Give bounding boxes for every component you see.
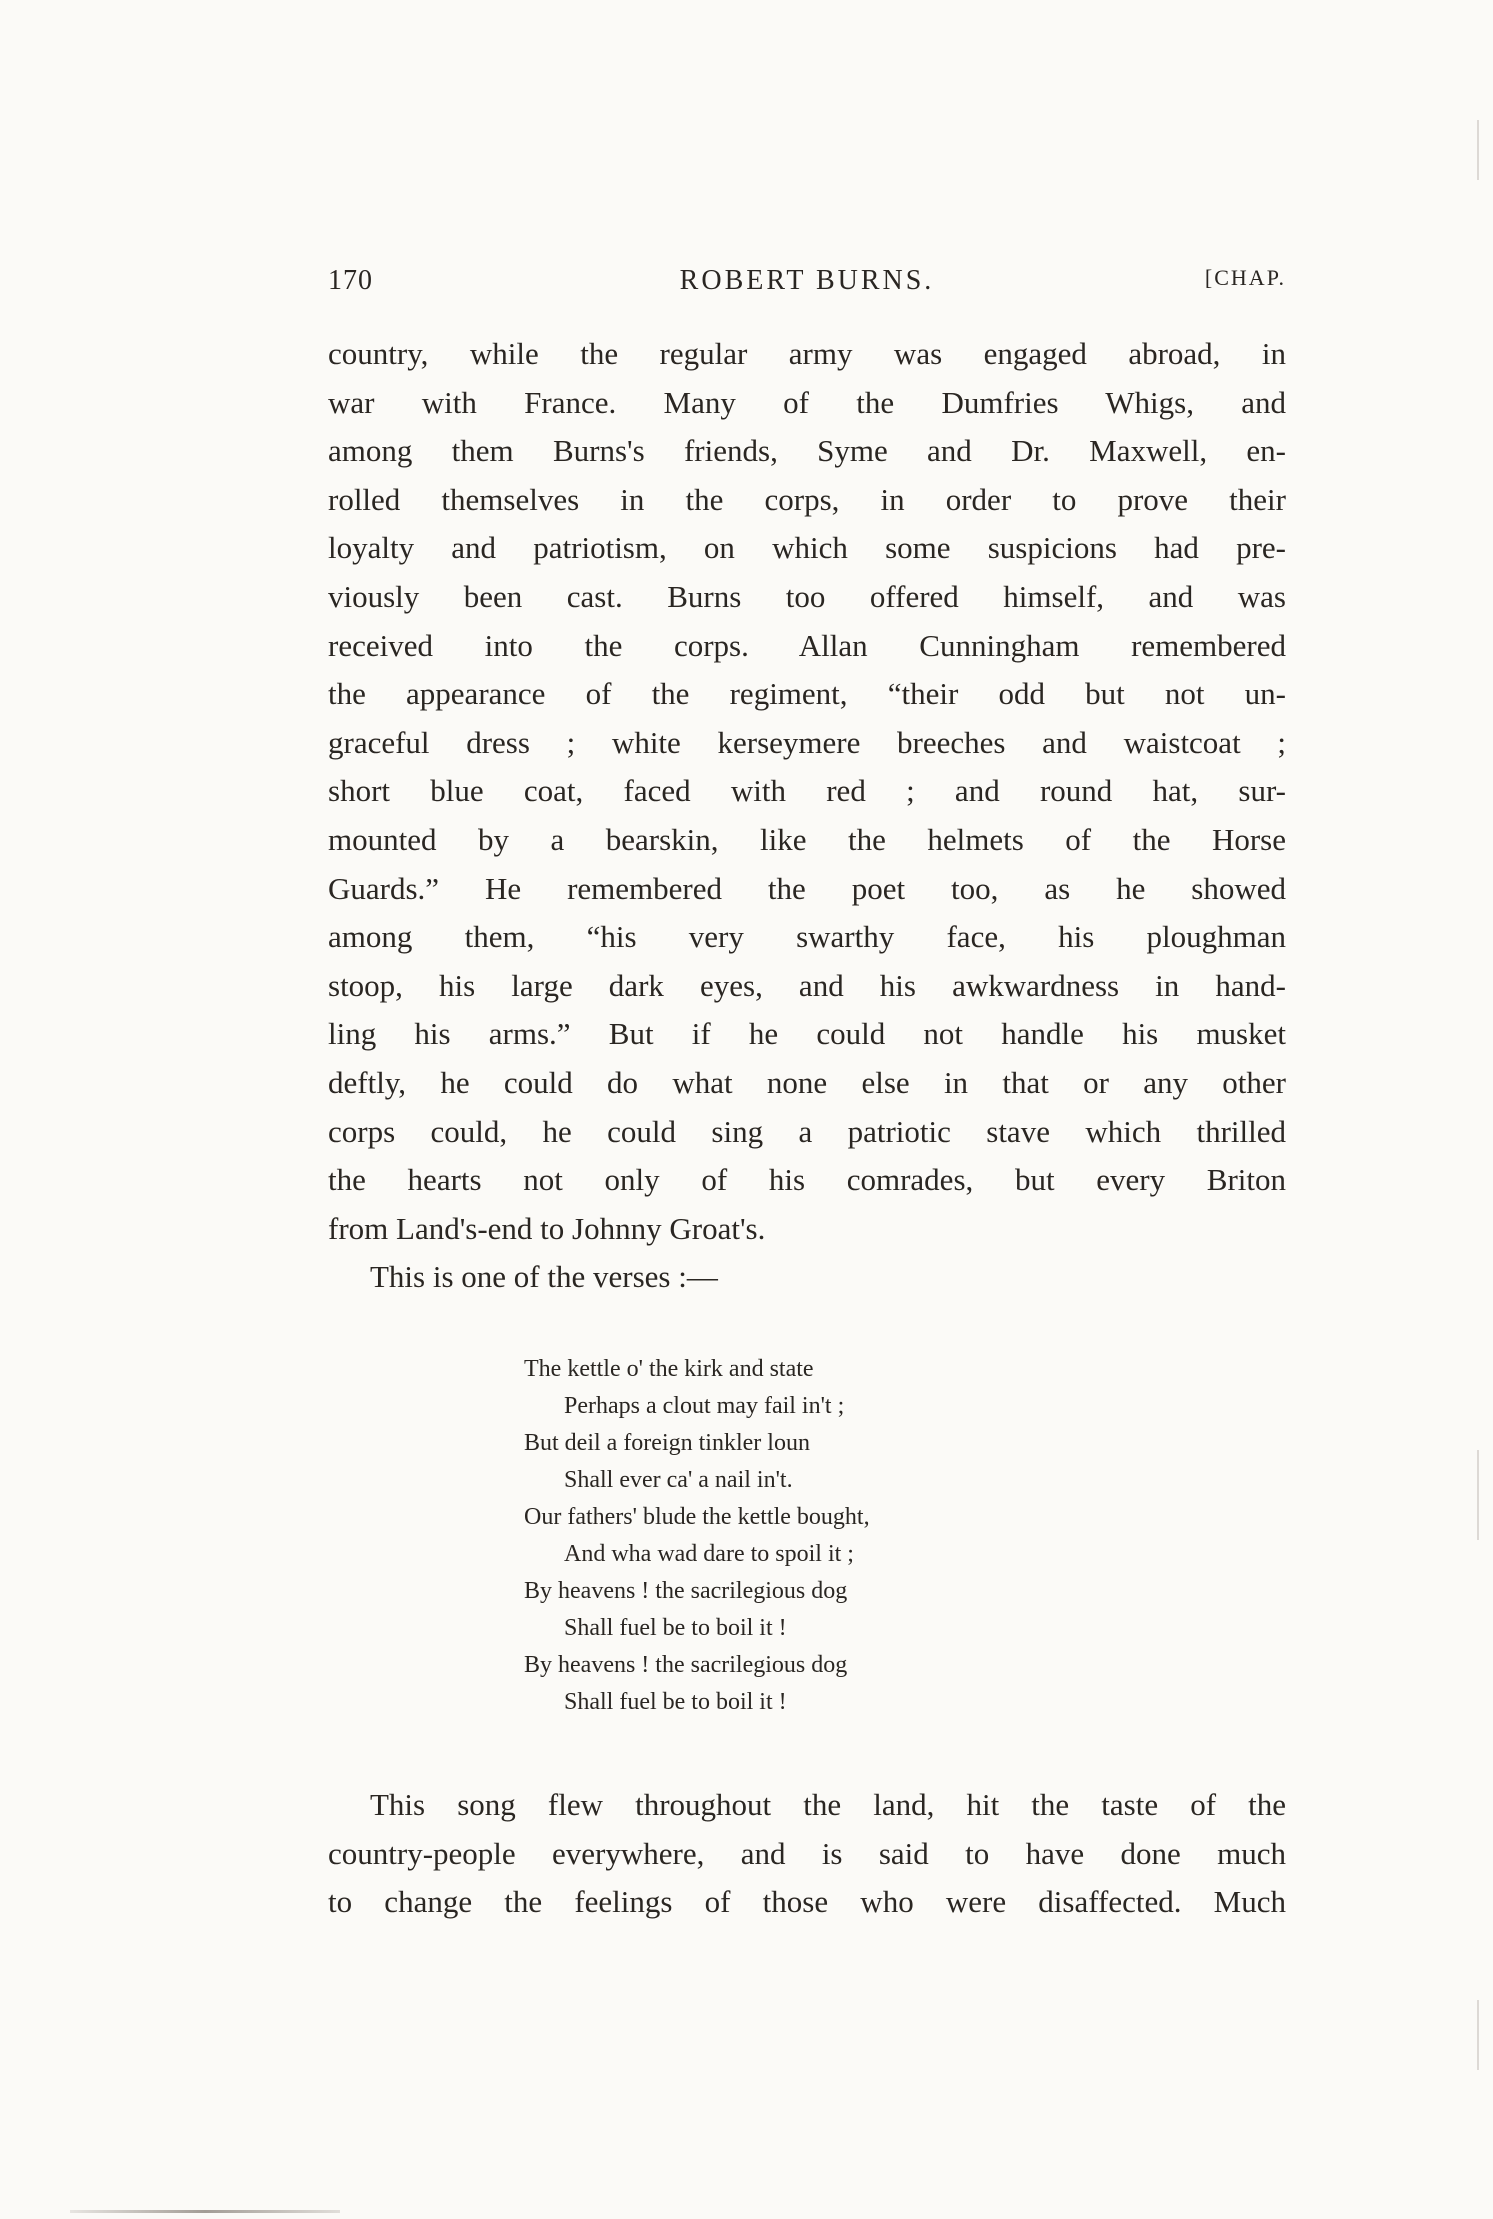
text-line: the hearts not only of his comrades, but every Briton [328,1162,1286,1198]
text-line: country, while the regular army was engaged abroad, in [328,336,1286,371]
text-line: deftly, he could do what none else in that or any other [328,1064,1286,1100]
verse-line: Our fathers' blude the kettle bought, [524,1504,870,1530]
text-line: country-people everywhere, and is said to have done much [328,1835,1286,1871]
verse-line: By heavens ! the sacrilegious dog [524,1578,848,1604]
text-line: among them Burns's friends, Syme and Dr. Maxwell, en- [328,433,1286,469]
scan-artifact [70,2210,340,2213]
text-line: viously been cast. Burns too offered himself, and was [328,578,1286,614]
paragraph-song-effect [328,1781,1286,1927]
text-line: mounted by a bearskin, like the helmets of the Horse [328,821,1286,857]
text-line: short blue coat, faced with red ; and round hat, sur- [328,773,1286,809]
verse-intro: This is one of the verses :— [370,1259,718,1295]
verse-line: But deil a foreign tinkler loun [524,1430,810,1456]
chapter-label: [CHAP. [1204,265,1286,290]
running-title: ROBERT BURNS. [679,265,935,296]
verse-line: By heavens ! the sacrilegious dog [524,1652,848,1678]
verse-line: Shall fuel be to boil it ! [564,1689,787,1715]
text-line: stoop, his large dark eyes, and his awkwardness in hand- [328,967,1286,1003]
scan-edge-mark [1477,2000,1479,2070]
scan-edge-mark [1477,120,1479,180]
text-line: among them, “his very swarthy face, his ploughman [328,919,1286,955]
verse-line: Perhaps a clout may fail in't ; [564,1393,845,1419]
verse-line: Shall ever ca' a nail in't. [564,1467,793,1493]
song-verse [524,1351,1024,1721]
verse-line: Shall fuel be to boil it ! [564,1615,787,1641]
text-line: This song flew throughout the land, hit the taste of the [370,1787,1286,1822]
text-line: corps could, he could sing a patriotic stave which thrilled [328,1113,1286,1149]
text-line: war with France. Many of the Dumfries Whigs, and [328,384,1286,420]
text-line: ling his arms.” But if he could not handle his musket [328,1016,1286,1052]
text-line: received into the corps. Allan Cunningham remembered [328,627,1286,663]
running-head [328,265,1286,305]
text-line: rolled themselves in the corps, in order to prove their [328,481,1286,517]
verse-line: The kettle o' the kirk and state [524,1356,814,1382]
scan-edge-mark [1477,1450,1479,1540]
text-line: from Land's-end to Johnny Groat's. [328,1210,766,1246]
verse-line: And wha wad dare to spoil it ; [564,1541,854,1567]
page-number: 170 [328,265,373,296]
text-line: the appearance of the regiment, “their odd but not un- [328,676,1286,712]
text-line: Guards.” He remembered the poet too, as he showed [328,870,1286,906]
text-line: graceful dress ; white kerseymere breeches and waistcoat ; [328,724,1286,760]
text-line: loyalty and patriotism, on which some suspicions had pre- [328,530,1286,566]
paragraph-volunteers [328,330,1286,1302]
text-line: to change the feelings of those who were disaffected. Much [328,1884,1286,1920]
